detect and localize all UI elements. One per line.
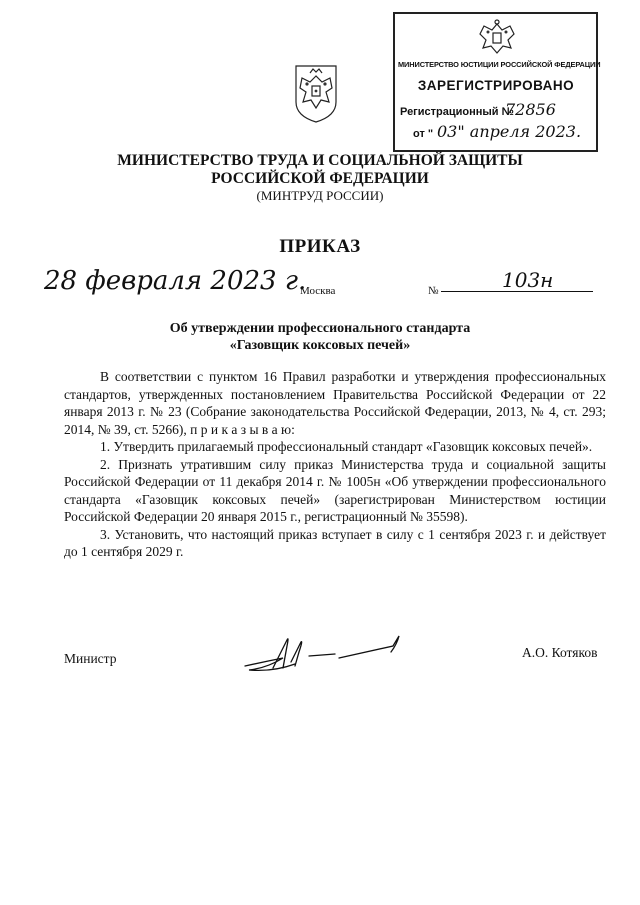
- order-item-3: 3. Установить, что настоящий приказ вступает в силу с 1 сентября 2023 г. и действует до 1 сентября 2029 г.: [64, 526, 606, 559]
- ministry-abbreviation: (МИНТРУД РОССИИ): [256, 188, 384, 203]
- order-number-sign: №: [428, 285, 439, 297]
- order-city: Москва: [300, 285, 336, 297]
- handwritten-signature: [243, 632, 403, 676]
- order-date: 28 февраля 2023 г.: [44, 266, 307, 296]
- order-item-1: 1. Утвердить прилагаемый профессиональный стандарт «Газовщик коксовых печей».: [100, 439, 593, 454]
- order-item-2: 2. Признать утратившим силу приказ Министерства труда и социальной защиты Российской Федерации от 11 декабря 2014 г. № 1005н «Об утверждении профессионального стандарта «Газовщик коксовых печей» (зарегистрирован Министерством юстиции Российской Федерации 20 января 2015 г., регистрационный № 35598).: [64, 456, 606, 524]
- document-type-title: ПРИКАЗ: [279, 236, 361, 257]
- order-body: [64, 368, 606, 561]
- signer-name: А.О. Котяков: [522, 645, 598, 660]
- order-number: 103н: [502, 268, 554, 292]
- order-subject-line2: «Газовщик коксовых печей»: [229, 338, 411, 353]
- order-preamble: В соответствии с пунктом 16 Правил разработки и утверждения профессиональных стандартов, утвержденных постановлением Правительства Российской Федерации от 22 января 2013 г. № 23 (Собрание законодательства Российской Федерации, 2013, № 4, ст. 293; 2014, № 39, ст. 5266), п р и к а з ы в а ю:: [64, 369, 606, 437]
- coat-of-arms-icon: [290, 62, 342, 124]
- stamp-from-label: от ": [413, 128, 434, 140]
- stamp-registered-label: ЗАРЕГИСТРИРОВАНО: [417, 78, 575, 93]
- signer-title: Министр: [64, 651, 117, 666]
- stamp-emblem-icon: [474, 18, 520, 58]
- stamp-registration-label: Регистрационный №: [400, 106, 514, 118]
- stamp-registration-date: 03" апреля 2023.: [437, 122, 582, 141]
- ministry-name-line2: РОССИЙСКОЙ ФЕДЕРАЦИИ: [211, 170, 429, 187]
- stamp-ministry-name: МИНИСТЕРСТВО ЮСТИЦИИ РОССИЙСКОЙ ФЕДЕРАЦИИ: [398, 60, 601, 69]
- order-subject-line1: Об утверждении профессионального стандарта: [169, 321, 471, 336]
- ministry-name-line1: МИНИСТЕРСТВО ТРУДА И СОЦИАЛЬНОЙ ЗАЩИТЫ: [117, 152, 523, 169]
- stamp-registration-number: 72856: [505, 100, 556, 119]
